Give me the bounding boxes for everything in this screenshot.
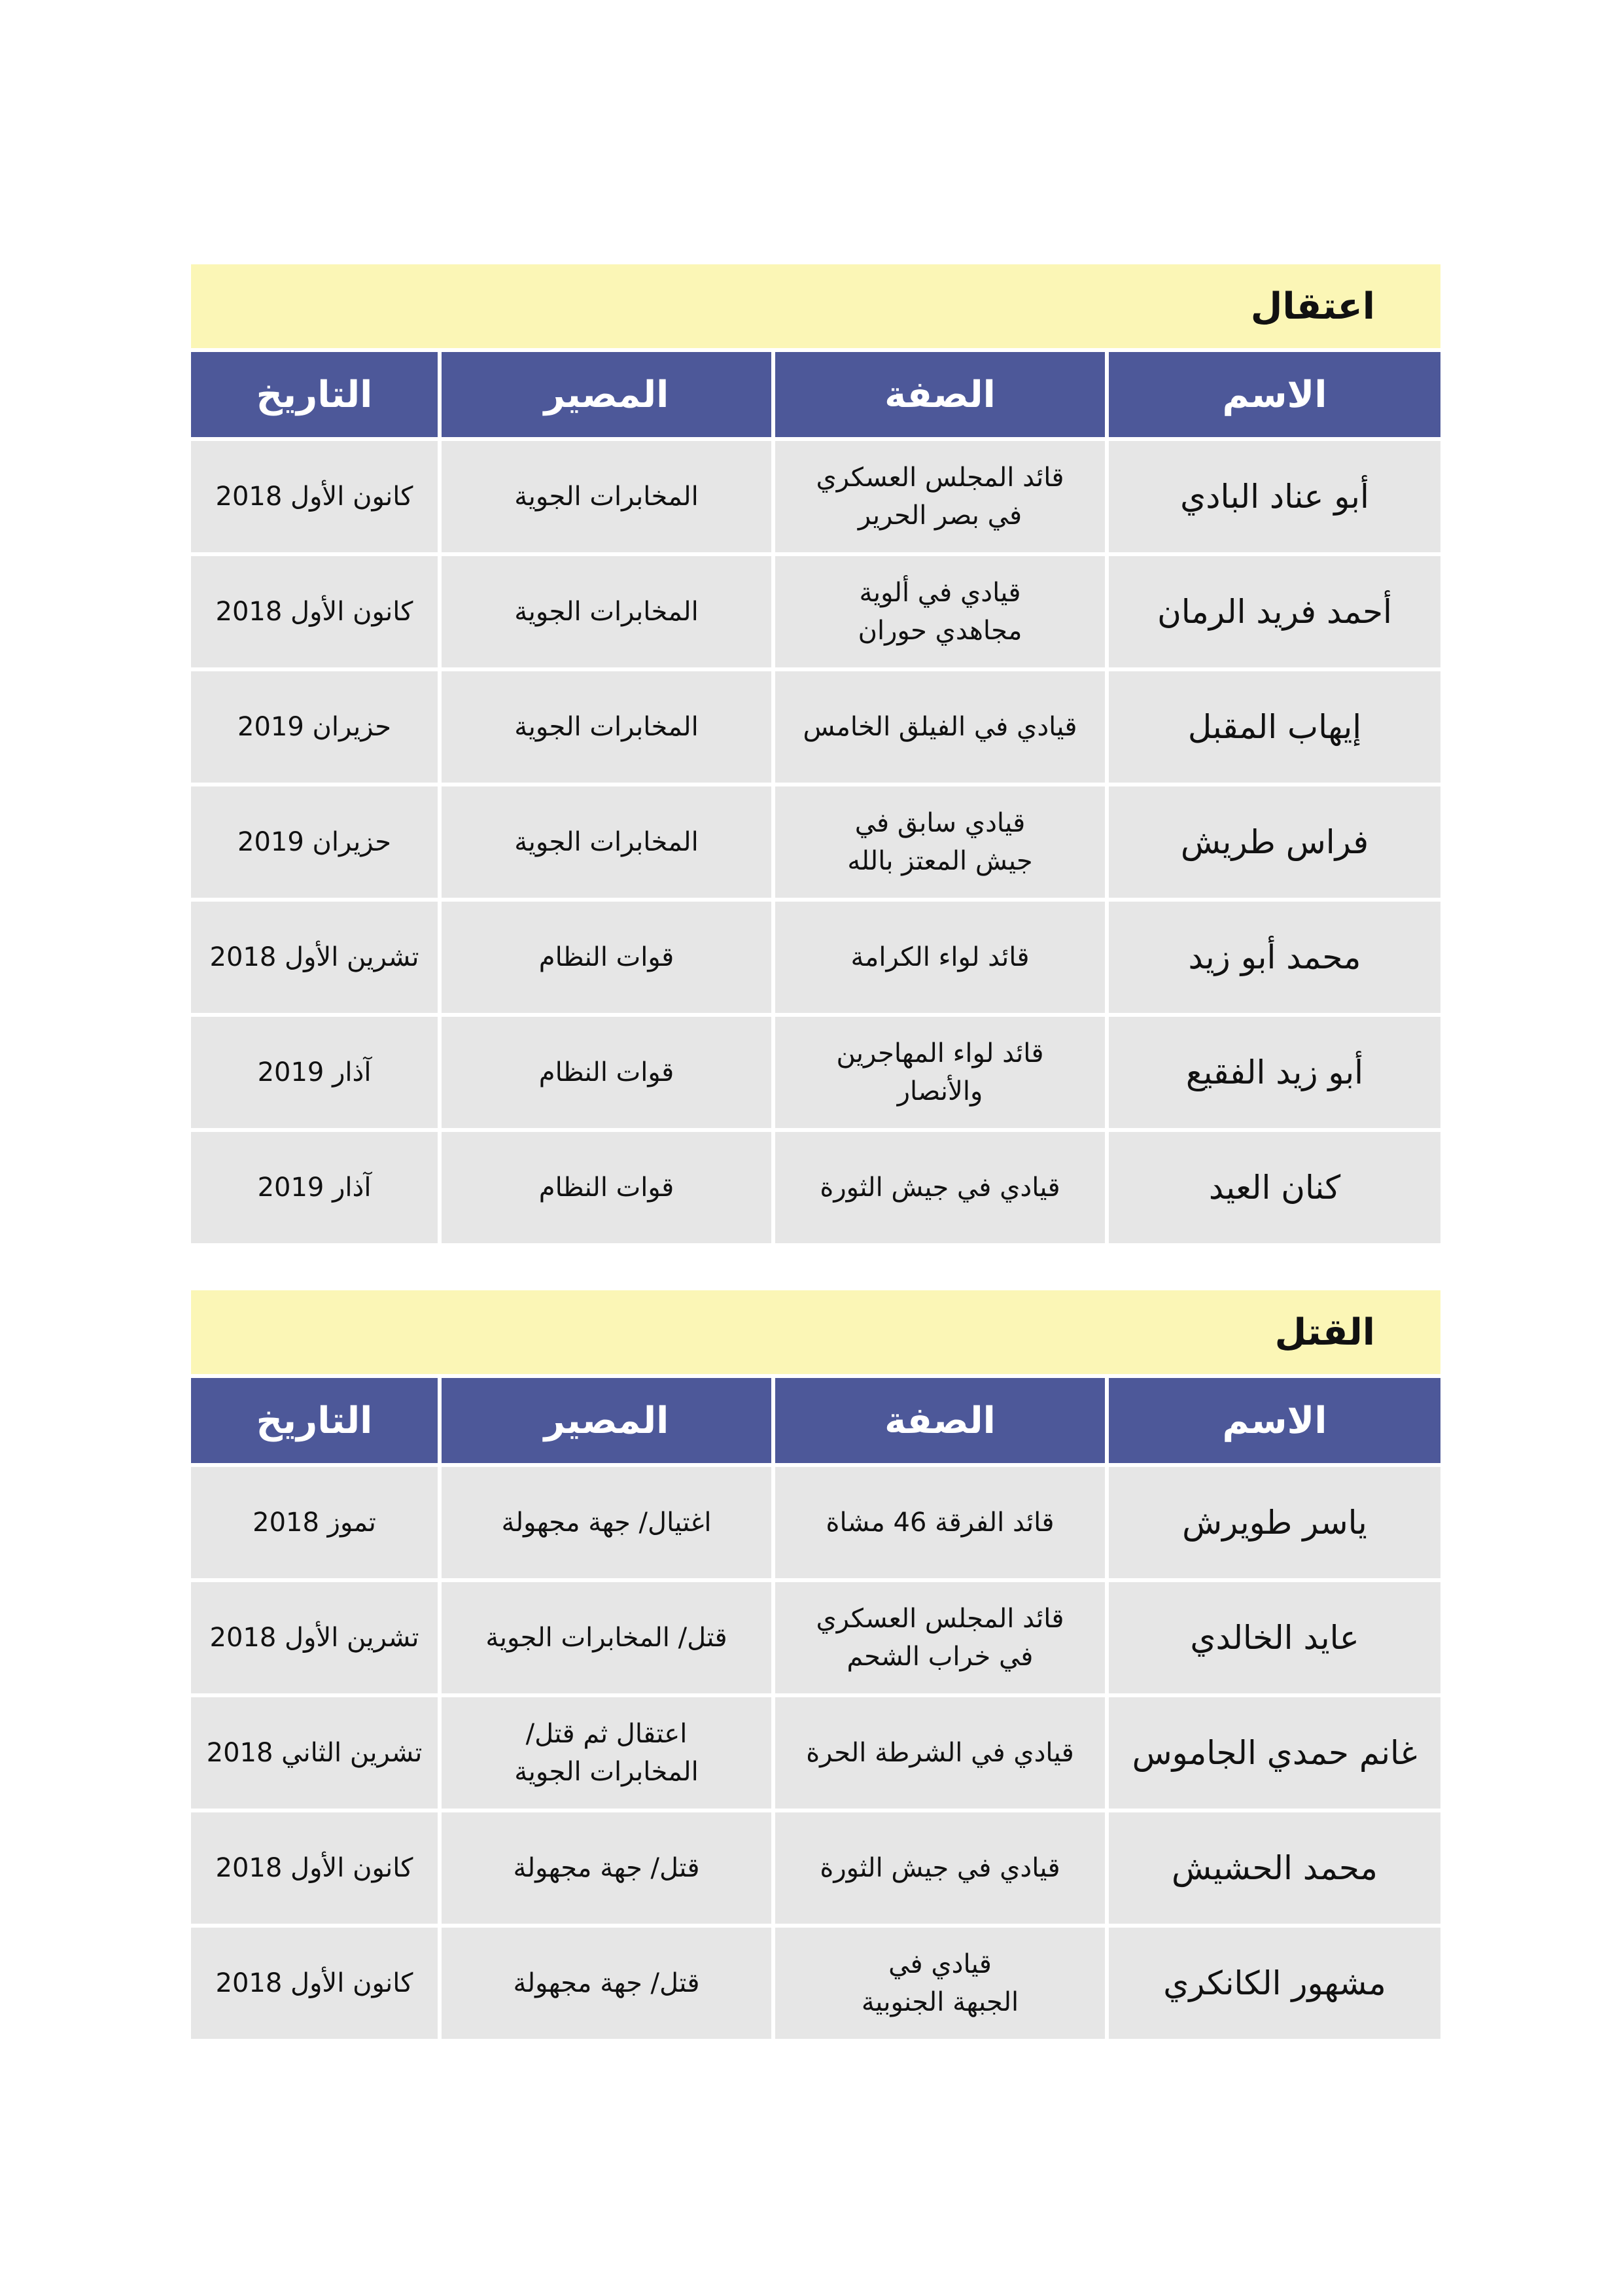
role-line-1: قيادي في جيش الثورة [820,1853,1060,1883]
cell-fate [440,554,773,669]
cell-name: محمد أبو زيد [1107,900,1440,1015]
cell-name: فراس طريش [1107,785,1440,900]
cell-date: تموز 2018 [191,1465,440,1580]
cell-role [773,669,1107,785]
table-row [191,669,1440,785]
column-header-fate: المصير [440,1376,773,1465]
cell-role [773,1465,1107,1580]
cell-fate [440,439,773,554]
role-line-1: قائد المجلس العسكري [816,463,1064,493]
cell-fate [440,1580,773,1695]
fate-line-1: المخابرات الجوية [514,482,699,512]
role-line-2: جيش المعتز بالله [847,846,1033,876]
cell-date: تشرين الثاني 2018 [191,1695,440,1810]
cell-role [773,554,1107,669]
table-row [191,1810,1440,1926]
cell-name: إيهاب المقبل [1107,669,1440,785]
cell-date: كانون الأول 2018 [191,1926,440,2039]
cell-role [773,1130,1107,1243]
cell-date: حزيران 2019 [191,785,440,900]
fate-line-1: المخابرات الجوية [514,712,699,742]
role-line-1: قيادي في ألوية [859,578,1021,608]
column-header-role: الصفة [773,1376,1107,1465]
cell-fate [440,1926,773,2039]
cell-name: عايد الخالدي [1107,1580,1440,1695]
cell-date: تشرين الأول 2018 [191,1580,440,1695]
column-header-fate: المصير [440,350,773,439]
cell-role [773,1810,1107,1926]
fate-line-1: قوات النظام [538,1057,674,1087]
role-line-1: قيادي في [888,1949,992,1979]
cell-date: تشرين الأول 2018 [191,900,440,1015]
cell-fate [440,1130,773,1243]
role-line-1: قيادي في جيش الثورة [820,1173,1060,1203]
table-row [191,554,1440,669]
role-line-1: قيادي في الشرطة الحرة [806,1738,1074,1768]
cell-name: أبو زيد الفقيع [1107,1015,1440,1130]
cell-name: أبو عناد البادي [1107,439,1440,554]
cell-date: كانون الأول 2018 [191,1810,440,1926]
cell-fate [440,669,773,785]
table-row [191,785,1440,900]
cell-role [773,439,1107,554]
column-header-name: الاسم [1107,1376,1440,1465]
table-row [191,1130,1440,1243]
table-row [191,1015,1440,1130]
table-row [191,1465,1440,1580]
table-row [191,439,1440,554]
cell-fate [440,900,773,1015]
role-line-1: قائد لواء المهاجرين [836,1038,1044,1069]
cell-role [773,1580,1107,1695]
cell-date: آذار 2019 [191,1015,440,1130]
role-line-1: قيادي في الفيلق الخامس [803,712,1077,742]
column-header-date: التاريخ [191,1376,440,1465]
fate-line-1: قوات النظام [538,942,674,972]
cell-role [773,1926,1107,2039]
cell-fate [440,1695,773,1810]
fate-line-1: قتل/ جهة مجهولة [513,1853,700,1883]
role-line-2: مجاهدي حوران [858,616,1022,646]
cell-name: أحمد فريد الرمان [1107,554,1440,669]
role-line-2: الجبهة الجنوبية [861,1987,1019,2017]
cell-date: كانون الأول 2018 [191,554,440,669]
fate-line-1: المخابرات الجوية [514,827,699,857]
killing-section [191,1290,1440,2039]
cell-date: حزيران 2019 [191,669,440,785]
role-line-2: في بصر الحرير [858,501,1022,531]
cell-fate [440,1015,773,1130]
cell-role [773,900,1107,1015]
column-header-role: الصفة [773,350,1107,439]
cell-date: آذار 2019 [191,1130,440,1243]
fate-line-1: اعتقال ثم قتل/ [525,1719,688,1749]
fate-line-2: المخابرات الجوية [514,1757,699,1787]
cell-name: كنان العيد [1107,1130,1440,1243]
role-line-2: في خراب الشحم [846,1642,1034,1672]
cell-fate [440,1810,773,1926]
cell-date: كانون الأول 2018 [191,439,440,554]
fate-line-1: قتل/ جهة مجهولة [513,1968,700,1998]
table-header-row [191,350,1440,439]
fate-line-1: قوات النظام [538,1173,674,1203]
role-line-2: والأنصار [897,1076,983,1106]
role-line-1: قائد المجلس العسكري [816,1604,1064,1634]
arrest-table [191,348,1440,1243]
table-row [191,1695,1440,1810]
cell-role [773,1695,1107,1810]
table-row [191,900,1440,1015]
column-header-date: التاريخ [191,350,440,439]
fate-line-1: المخابرات الجوية [514,597,699,627]
table-header-row [191,1376,1440,1465]
fate-line-1: قتل/ المخابرات الجوية [485,1623,727,1653]
cell-fate [440,1465,773,1580]
cell-role [773,785,1107,900]
column-header-name: الاسم [1107,350,1440,439]
role-line-1: قيادي سابق في [854,808,1026,838]
role-line-1: قائد لواء الكرامة [850,942,1030,972]
role-line-1: قائد الفرقة 46 مشاة [826,1508,1055,1538]
cell-role [773,1015,1107,1130]
arrest-section [191,264,1440,1243]
table-row [191,1580,1440,1695]
killing-table [191,1374,1440,2039]
cell-name: مشهور الكانكري [1107,1926,1440,2039]
table-row [191,1926,1440,2039]
cell-fate [440,785,773,900]
section-title-killing: القتل [191,1290,1440,1374]
fate-line-1: اغتيال/ جهة مجهولة [501,1508,712,1538]
cell-name: محمد الحشيش [1107,1810,1440,1926]
cell-name: ياسر طويرش [1107,1465,1440,1580]
cell-name: غانم حمدي الجاموس [1107,1695,1440,1810]
section-title-arrest: اعتقال [191,264,1440,348]
